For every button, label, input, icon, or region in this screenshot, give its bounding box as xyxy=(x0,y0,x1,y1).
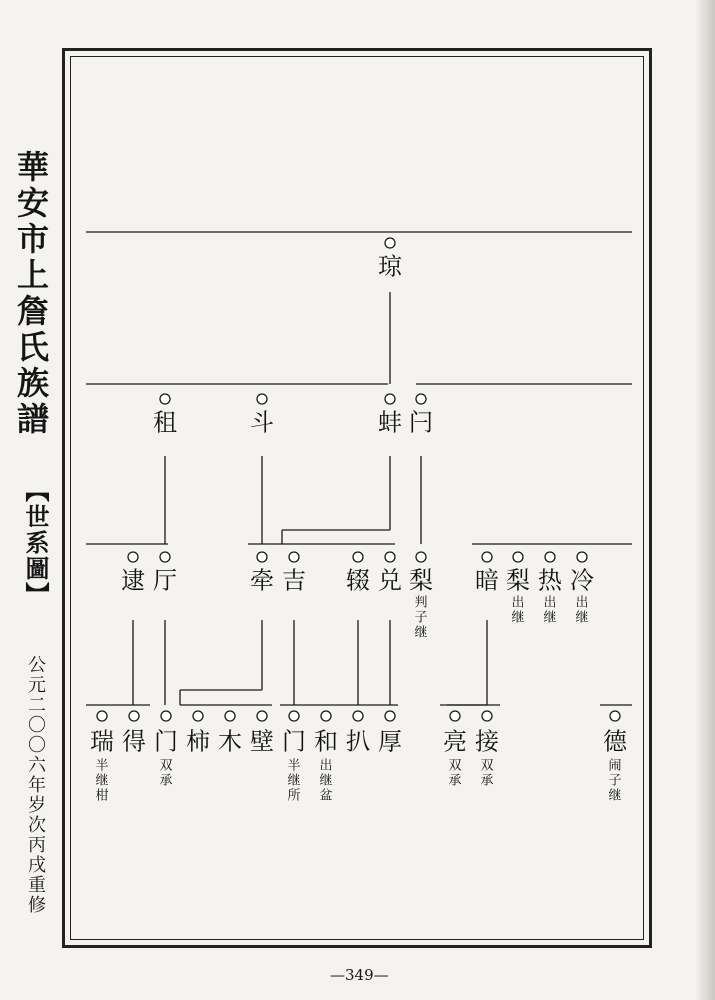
de2-note: 继 xyxy=(608,788,622,804)
shi-marker xyxy=(193,711,203,721)
dai-marker xyxy=(128,552,138,562)
he-marker xyxy=(321,711,331,721)
de2-name: 德 xyxy=(603,727,627,756)
li2-note: 出 xyxy=(511,595,525,611)
rui-name: 瑞 xyxy=(90,727,114,756)
rui-marker xyxy=(97,711,107,721)
men2-note: 双 xyxy=(159,758,173,774)
book-title: 華安市上詹氏族譜 xyxy=(12,150,50,438)
jie-note: 双 xyxy=(480,758,494,774)
li1-name: 梨 xyxy=(409,566,433,595)
de-name: 得 xyxy=(122,727,146,756)
de2-marker xyxy=(610,711,620,721)
rui-note: 继 xyxy=(95,773,109,789)
qian-name: 牵 xyxy=(250,566,274,595)
li1-marker xyxy=(416,552,426,562)
ba-marker xyxy=(353,711,363,721)
men3-note: 所 xyxy=(287,788,301,804)
li2-note: 继 xyxy=(511,610,525,626)
liang-name: 亮 xyxy=(443,727,467,756)
bi-marker xyxy=(257,711,267,721)
li1-note: 继 xyxy=(414,625,428,641)
ji-name: 吉 xyxy=(282,566,306,595)
shi-name: 柿 xyxy=(186,727,210,756)
an-marker xyxy=(482,552,492,562)
men2-note: 承 xyxy=(159,773,173,789)
de-marker xyxy=(129,711,139,721)
leng-name: 冷 xyxy=(570,566,594,595)
re-note: 出 xyxy=(543,595,557,611)
rui-note: 柑 xyxy=(95,788,109,804)
re-marker xyxy=(545,552,555,562)
mu-name: 木 xyxy=(218,727,242,756)
qiong-name: 琼 xyxy=(378,252,402,281)
men3-marker xyxy=(289,711,299,721)
he-note: 盆 xyxy=(319,788,333,804)
beng-name: 蚌 xyxy=(378,408,402,437)
li1-note: 判 xyxy=(414,595,428,611)
leng-note: 继 xyxy=(575,610,589,626)
zu-marker xyxy=(160,394,170,404)
men3-note: 半 xyxy=(287,758,301,774)
liang-marker xyxy=(450,711,460,721)
de2-note: 闹 xyxy=(608,758,622,774)
leng-marker xyxy=(577,552,587,562)
qian-marker xyxy=(257,552,267,562)
hou-name: 厚 xyxy=(378,727,402,756)
dui-marker xyxy=(385,552,395,562)
rui-note: 半 xyxy=(95,758,109,774)
de2-note: 子 xyxy=(608,773,622,789)
he-note: 出 xyxy=(319,758,333,774)
ba-name: 扒 xyxy=(346,727,370,756)
jie-name: 接 xyxy=(475,727,499,756)
hou-marker xyxy=(385,711,395,721)
men2-name: 门 xyxy=(154,727,178,756)
re-name: 热 xyxy=(538,566,562,595)
zhui-name: 辍 xyxy=(346,566,370,595)
men3-note: 继 xyxy=(287,773,301,789)
mu-marker xyxy=(225,711,235,721)
ting-marker xyxy=(160,552,170,562)
jie-note: 承 xyxy=(480,773,494,789)
zu-name: 租 xyxy=(153,408,177,437)
edition-date: 公元二〇〇六年岁次丙戌重修 xyxy=(25,655,46,915)
ting-name: 厅 xyxy=(153,566,177,595)
liang-note: 承 xyxy=(448,773,462,789)
dui-name: 兑 xyxy=(378,566,402,595)
an-name: 暗 xyxy=(475,566,499,595)
men3-name: 门 xyxy=(282,727,306,756)
liang-note: 双 xyxy=(448,758,462,774)
bi-name: 壁 xyxy=(250,727,274,756)
men-marker xyxy=(416,394,426,404)
dou-marker xyxy=(257,394,267,404)
dou-name: 斗 xyxy=(250,408,274,437)
re-note: 继 xyxy=(543,610,557,626)
men2-marker xyxy=(161,711,171,721)
ji-marker xyxy=(289,552,299,562)
page-number: —349— xyxy=(330,966,389,984)
leng-note: 出 xyxy=(575,595,589,611)
li2-name: 梨 xyxy=(506,566,530,595)
zhui-marker xyxy=(353,552,363,562)
men-name: 闩 xyxy=(409,408,433,437)
jie-marker xyxy=(482,711,492,721)
he-name: 和 xyxy=(314,727,338,756)
section-label: 【世系圖】 xyxy=(21,478,50,608)
dai-name: 逮 xyxy=(121,566,145,595)
qiong-marker xyxy=(385,238,395,248)
li2-marker xyxy=(513,552,523,562)
he-note: 继 xyxy=(319,773,333,789)
li1-note: 子 xyxy=(414,610,428,626)
beng-marker xyxy=(385,394,395,404)
